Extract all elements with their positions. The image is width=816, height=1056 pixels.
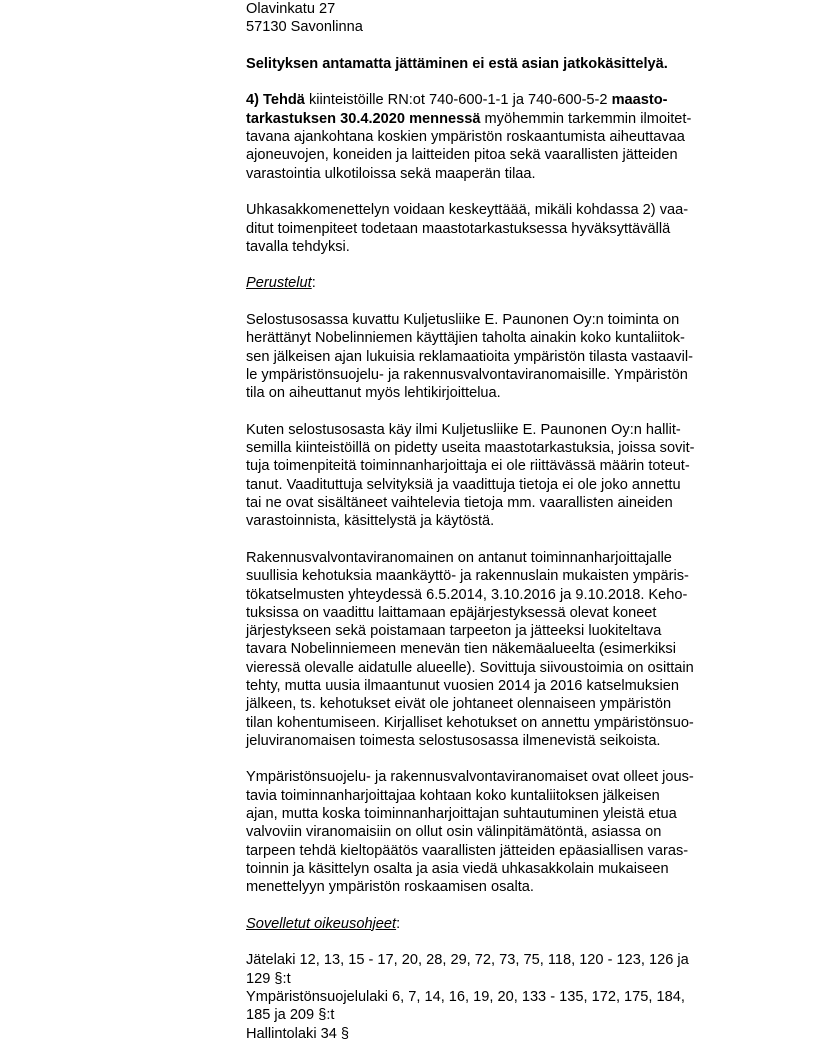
paragraph-line: sen jälkeisen ajan lukuisia reklamaatioita ympäristön tilasta vastaavil-	[246, 348, 693, 365]
law-line: Ympäristönsuojelulaki 6, 7, 14, 16, 19, 20, 133 - 135, 172, 175, 184,	[246, 989, 685, 1006]
perustelut-heading-text: Perustelut	[246, 275, 312, 292]
item-4	[246, 91, 746, 182]
penalty-paragraph	[246, 201, 746, 256]
address-postal: 57130 Savonlinna	[246, 19, 363, 36]
item-4-text-b: myöhemmin tarkemmin ilmoitet-	[480, 110, 692, 127]
paragraph-line: tökatselmusten yhteydessä 6.5.2014, 3.10.2016 ja 9.10.2018. Keho-	[246, 586, 688, 603]
paragraph-line: tavalla tehdyksi.	[246, 238, 350, 255]
sovelletut-heading: Sovelletut oikeusohjeet:	[246, 915, 401, 932]
paragraph-line: Selostusosassa kuvattu Kuljetusliike E. Paunonen Oy:n toiminta on	[246, 312, 680, 329]
perustelut-heading: Perustelut:	[246, 275, 316, 292]
paragraph-2	[246, 421, 746, 531]
paragraph-line: Kuten selostusosasta käy ilmi Kuljetusliike E. Paunonen Oy:n hallit-	[246, 421, 681, 438]
item-4-text-a: kiinteistöille RN:ot 740-600-1-1 ja 740-600-5-2	[304, 92, 612, 109]
paragraph-line: ajan, mutta koska toiminnanharjoittajan suhtautuminen yleistä etua	[246, 806, 677, 823]
item-4-bold-a: maasto-	[611, 92, 668, 109]
document-page	[246, 0, 746, 1043]
item-4-bold-b: tarkastuksen 30.4.2020 mennessä	[246, 110, 481, 127]
laws-list	[246, 951, 746, 1042]
paragraph-line: Rakennusvalvontaviranomainen on antanut toiminnanharjoittajalle	[246, 549, 672, 566]
paragraph-line: vieressä olevalle aidatulle alueelle). Sovittuja siivoustoimia on osittain	[246, 659, 694, 676]
law-line: Hallintolaki 34 §	[246, 1025, 350, 1042]
paragraph-line: tehty, mutta uusia ilmaantunut vuosien 2014 ja 2016 katselmuksien	[246, 677, 679, 694]
paragraph-line: ditut toimenpiteet todetaan maastotarkastuksessa hyväksyttävällä	[246, 220, 671, 237]
paragraph-line: tuksissa on vaadittu laittamaan epäjärjestyksessä olevat koneet	[246, 604, 657, 621]
paragraph-line: tarpeen tehdä kieltopäätös vaarallisten jätteiden epäasiallisen varas-	[246, 842, 689, 859]
paragraph-line: tai ne ovat sisältäneet vaihtelevia tietoja mm. vaarallisten aineiden	[246, 495, 673, 512]
paragraph-1	[246, 311, 746, 402]
sovelletut-heading-text: Sovelletut oikeusohjeet	[246, 915, 397, 932]
paragraph-line: suullisia kehotuksia maankäyttö- ja rakennuslain mukaisten ympäris-	[246, 568, 689, 585]
paragraph-line: tilan kohentumiseen. Kirjalliset kehotukset on annettu ympäristönsuo-	[246, 714, 694, 731]
law-line: Jätelaki 12, 13, 15 - 17, 20, 28, 29, 72, 73, 75, 118, 120 - 123, 126 ja	[246, 952, 689, 969]
paragraph-line: Ympäristönsuojelu- ja rakennusvalvontaviranomaiset ovat olleet jous-	[246, 769, 694, 786]
paragraph-line: varastoinnista, käsittelystä ja käytöstä.	[246, 513, 495, 530]
paragraph-line: valvoviin viranomaisiin on ollut osin välinpitämätöntä, asiassa on	[246, 824, 662, 841]
address-street: Olavinkatu 27	[246, 1, 336, 17]
paragraph-line: järjestykseen sekä poistamaan tarpeeton ja jätteeksi luokiteltava	[246, 623, 662, 640]
paragraph-line: tuja toimenpiteitä toiminnanharjoittaja ei ole riittävässä määrin toteut-	[246, 458, 690, 475]
paragraph-line: jeluviranomaisen toimesta selostusosassa ilmenevistä seikoista.	[246, 732, 661, 749]
item-4-line-1	[246, 91, 746, 109]
paragraph-line: menettelyyn ympäristön roskaamisen osalta.	[246, 879, 534, 896]
notice-text	[246, 55, 746, 73]
paragraph-line: tavia toiminnanharjoittajaa kohtaan koko kuntaliitoksen jälkeisen	[246, 787, 660, 804]
paragraph-line: tavara Nobelinniemeen menevän tien näkemäalueelta (esimerkiksi	[246, 641, 676, 658]
paragraph-line: jälkeen, ts. kehotukset eivät ole johtaneet olennaiseen ympäristön	[246, 696, 672, 713]
paragraph-line: semilla kiinteistöillä on pidetty useita maastotarkastuksia, joissa sovit-	[246, 440, 695, 457]
item-4-line: varastointia ulkotiloissa sekä maaperän tilaa.	[246, 165, 536, 182]
item-4-line: ajoneuvojen, koneiden ja laitteiden pitoa sekä vaarallisten jätteiden	[246, 147, 678, 164]
paragraph-line: Uhkasakkomenettelyn voidaan keskeyttäää, mikäli kohdassa 2) vaa-	[246, 202, 689, 219]
notice-bold: Selityksen antamatta jättäminen ei estä asian jatkokäsittelyä.	[246, 55, 668, 72]
paragraph-line: tila on aiheuttanut myös lehtikirjoittelua.	[246, 385, 501, 402]
item-4-number: 4) Tehdä	[246, 92, 305, 109]
paragraph-line: le ympäristönsuojelu- ja rakennusvalvontaviranomaisille. Ympäristön	[246, 366, 688, 383]
paragraph-4	[246, 768, 746, 896]
paragraph-line: toinnin ja käsittelyn osalta ja asia viedä uhkasakkolain mukaiseen	[246, 860, 669, 877]
paragraph-line: tanut. Vaadituttuja selvityksiä ja vaadittuja tietoja ei ole joko annettu	[246, 476, 681, 493]
law-line: 129 §:t	[246, 970, 291, 987]
item-4-line: tavana ajankohtana koskien ympäristön roskaantumista aiheuttavaa	[246, 129, 685, 146]
paragraph-3	[246, 549, 746, 750]
item-4-line-2	[246, 110, 746, 128]
paragraph-line: herättänyt Nobelinniemen käyttäjien taholta ainakin koko kuntaliitok-	[246, 330, 685, 347]
law-line: 185 ja 209 §:t	[246, 1007, 335, 1024]
